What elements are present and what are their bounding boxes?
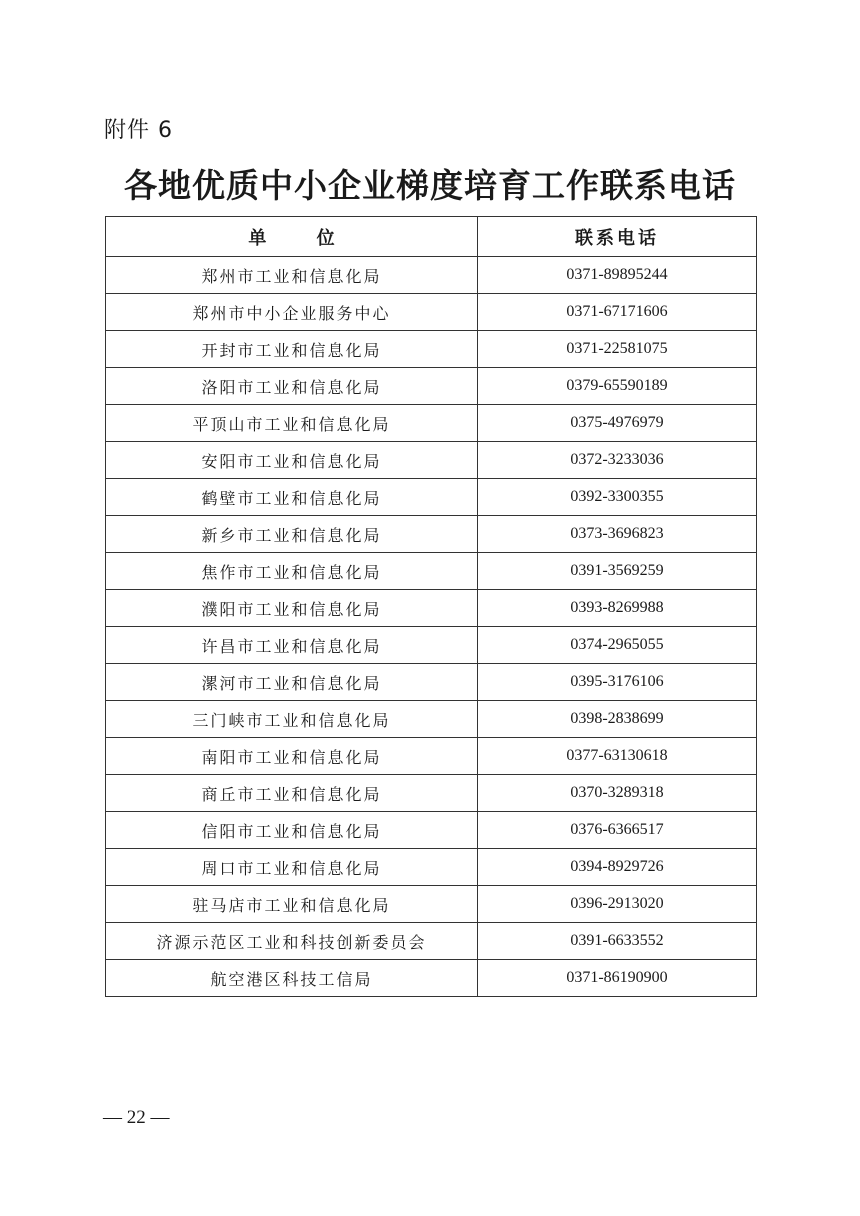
phone-cell: 0392-3300355 (478, 479, 757, 516)
table-row (106, 257, 757, 294)
unit-cell: 焦作市工业和信息化局 (106, 553, 478, 590)
phone-cell: 0370-3289318 (478, 775, 757, 812)
phone-cell: 0391-6633552 (478, 923, 757, 960)
phone-cell: 0371-89895244 (478, 257, 757, 294)
table-row (106, 627, 757, 664)
phone-cell: 0371-22581075 (478, 331, 757, 368)
unit-column-header (106, 217, 478, 257)
phone-cell: 0372-3233036 (478, 442, 757, 479)
phone-cell: 0377-63130618 (478, 738, 757, 775)
unit-cell: 三门峡市工业和信息化局 (106, 701, 478, 738)
contact-table (105, 216, 757, 997)
unit-cell: 商丘市工业和信息化局 (106, 775, 478, 812)
phone-column-header (478, 217, 757, 257)
table-row (106, 553, 757, 590)
unit-cell: 开封市工业和信息化局 (106, 331, 478, 368)
phone-cell: 0371-67171606 (478, 294, 757, 331)
table-row (106, 849, 757, 886)
page-number: — 22 — (103, 1107, 170, 1128)
phone-cell: 0373-3696823 (478, 516, 757, 553)
document-title: 各地优质中小企业梯度培育工作联系电话 (124, 166, 736, 205)
table-row (106, 442, 757, 479)
phone-header-label: 联系电话 (575, 227, 659, 249)
unit-cell: 航空港区科技工信局 (106, 960, 478, 997)
phone-cell: 0395-3176106 (478, 664, 757, 701)
table-row (106, 701, 757, 738)
unit-cell: 洛阳市工业和信息化局 (106, 368, 478, 405)
unit-cell: 济源示范区工业和科技创新委员会 (106, 923, 478, 960)
phone-cell: 0394-8929726 (478, 849, 757, 886)
table-row (106, 479, 757, 516)
unit-header-label: 单 位 (248, 227, 357, 249)
phone-cell: 0396-2913020 (478, 886, 757, 923)
unit-cell: 郑州市工业和信息化局 (106, 257, 478, 294)
phone-cell: 0391-3569259 (478, 553, 757, 590)
phone-cell: 0371-86190900 (478, 960, 757, 997)
unit-cell: 信阳市工业和信息化局 (106, 812, 478, 849)
attachment-label: 附件 6 (104, 118, 173, 143)
unit-cell: 南阳市工业和信息化局 (106, 738, 478, 775)
unit-cell: 许昌市工业和信息化局 (106, 627, 478, 664)
table-row (106, 886, 757, 923)
unit-cell: 安阳市工业和信息化局 (106, 442, 478, 479)
table-row (106, 405, 757, 442)
table-row (106, 812, 757, 849)
table-row (106, 960, 757, 997)
unit-cell: 新乡市工业和信息化局 (106, 516, 478, 553)
table-row (106, 516, 757, 553)
table-row (106, 590, 757, 627)
table-header-row (106, 217, 757, 257)
phone-cell: 0379-65590189 (478, 368, 757, 405)
table-row (106, 738, 757, 775)
phone-cell: 0374-2965055 (478, 627, 757, 664)
phone-cell: 0398-2838699 (478, 701, 757, 738)
unit-cell: 驻马店市工业和信息化局 (106, 886, 478, 923)
table-row (106, 368, 757, 405)
unit-cell: 濮阳市工业和信息化局 (106, 590, 478, 627)
unit-cell: 鹤壁市工业和信息化局 (106, 479, 478, 516)
table-row (106, 331, 757, 368)
table-row (106, 294, 757, 331)
unit-cell: 周口市工业和信息化局 (106, 849, 478, 886)
phone-cell: 0393-8269988 (478, 590, 757, 627)
table-row (106, 664, 757, 701)
unit-cell: 郑州市中小企业服务中心 (106, 294, 478, 331)
table-row (106, 923, 757, 960)
unit-cell: 平顶山市工业和信息化局 (106, 405, 478, 442)
unit-cell: 漯河市工业和信息化局 (106, 664, 478, 701)
phone-cell: 0376-6366517 (478, 812, 757, 849)
table-row (106, 775, 757, 812)
phone-cell: 0375-4976979 (478, 405, 757, 442)
